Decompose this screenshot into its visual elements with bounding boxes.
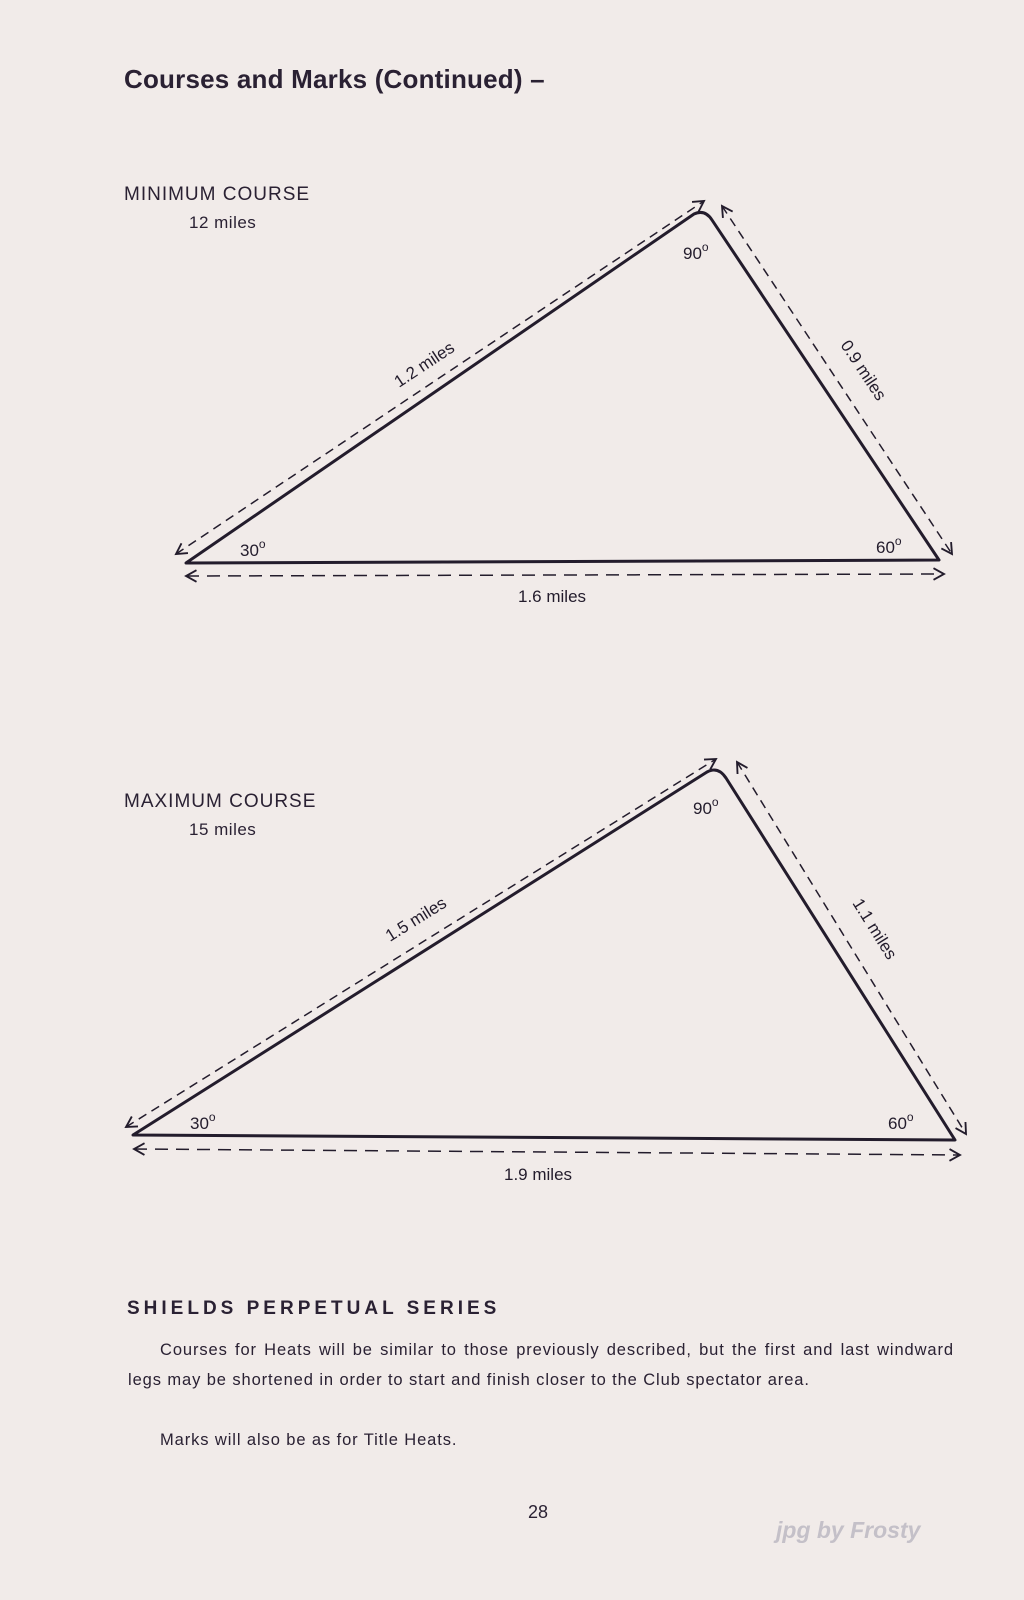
page-title: Courses and Marks (Continued) – [124, 64, 545, 94]
maximum-leg-b-arrow [737, 762, 966, 1134]
minimum-course-distance: 12 miles [189, 213, 257, 232]
maximum-leg-b-label: 1.1 miles [848, 895, 901, 963]
paragraph-courses: Courses for Heats will be similar to those previously described, but the first and last windward legs may be shortened in order to start and finish closer to the Club spectator area. [128, 1341, 954, 1389]
page-number: 28 [528, 1502, 549, 1522]
maximum-leg-c-label: 1.9 miles [504, 1165, 573, 1184]
watermark: jpg by Frosty [776, 1517, 921, 1543]
minimum-leg-c-arrow [186, 574, 944, 576]
minimum-leg-b-arrow [722, 206, 952, 554]
maximum-angle-a: 30$^o$ [190, 1110, 216, 1133]
minimum-leg-c-label: 1.6 miles [518, 587, 587, 606]
paragraph-marks: Marks will also be as for Title Heats. [160, 1431, 458, 1449]
minimum-angle-a: 30$^o$ [240, 537, 266, 560]
minimum-leg-a-label: 1.2 miles [390, 337, 458, 392]
minimum-course-triangle [186, 212, 939, 563]
minimum-angle-b: 90$^o$ [683, 240, 709, 263]
minimum-leg-b-label: 0.9 miles [836, 336, 891, 404]
maximum-leg-a-label: 1.5 miles [382, 893, 450, 946]
maximum-course-label: MAXIMUM COURSE [124, 791, 317, 812]
maximum-angle-c: 60$^o$ [888, 1110, 914, 1133]
minimum-course-label: MINIMUM COURSE [124, 184, 311, 205]
maximum-leg-c-arrow [134, 1149, 960, 1155]
maximum-angle-b: 90$^o$ [693, 795, 719, 818]
minimum-leg-a-arrow [176, 201, 704, 554]
maximum-course-distance: 15 miles [189, 820, 257, 839]
section-title: SHIELDS PERPETUAL SERIES [127, 1298, 501, 1319]
maximum-leg-a-arrow [126, 759, 716, 1127]
minimum-angle-c: 60$^o$ [876, 534, 902, 557]
